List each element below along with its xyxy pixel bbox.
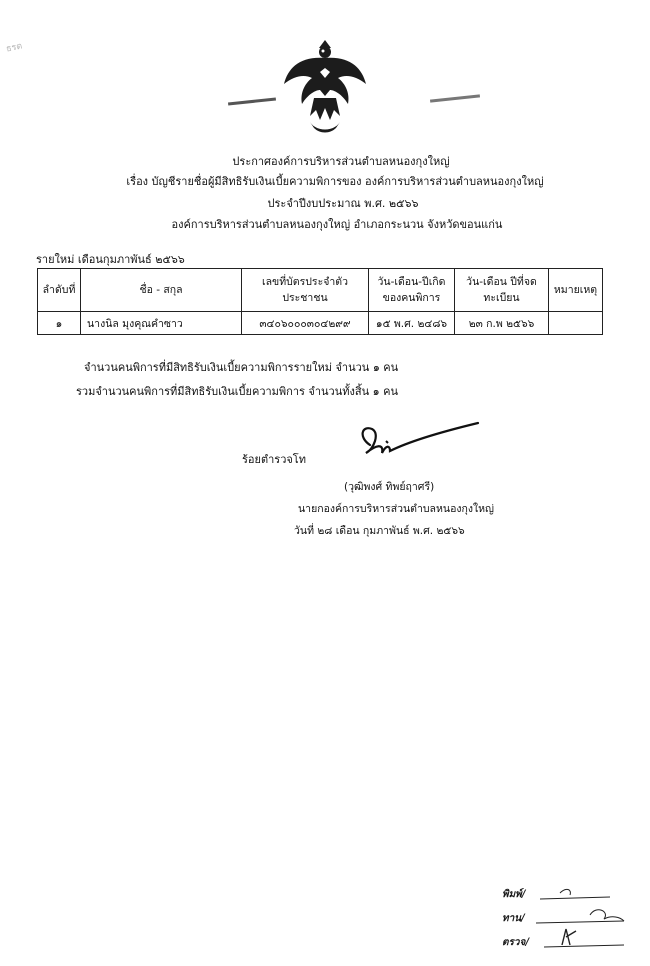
stamp-checked-label: ทาน/ [502,913,525,924]
col-header-birth-date: วัน-เดือน-ปีเกิดของคนพิการ [369,269,455,312]
signing-date: วันที่ ๒๘ เดือน กุมภาพันธ์ พ.ศ. ๒๕๖๖ [294,525,465,537]
announcement-title: ประกาศองค์การบริหารส่วนตำบลหนองกุงใหญ่ [232,155,450,168]
review-stamp [500,885,640,965]
cell-name: นางนิล มุงคุณคำซาว [81,312,242,335]
garuda-emblem-icon [280,38,370,138]
beneficiary-table [37,268,603,335]
stamp-typed-label: พิมพ์/ [502,889,526,900]
col-header-name: ชื่อ - สกุล [81,269,242,312]
table-header-row [38,269,603,312]
organization-address: องค์การบริหารส่วนตำบลหนองกุงใหญ่ อำเภอกระนวน จังหวัดขอนแก่น [171,218,503,231]
col-header-number: ลำดับที่ [38,269,81,312]
cell-birth-date: ๑๕ พ.ศ. ๒๔๘๖ [369,312,455,335]
table-row [38,312,603,335]
stamp-verified-label: ตรวจ/ [502,937,529,948]
corner-mark: ธรต [5,41,24,55]
cell-registration-date: ๒๓ ก.พ ๒๕๖๖ [455,312,549,335]
summary-new-count: จำนวนคนพิการที่มีสิทธิรับเงินเบี้ยความพิการรายใหม่ จำนวน ๑ คน [84,361,399,374]
cell-remarks [549,312,603,335]
stamp-initials-icon [500,885,640,965]
section-label: รายใหม่ เดือนกุมภาพันธ์ ๒๕๖๖ [36,253,185,266]
col-header-remarks: หมายเหตุ [549,269,603,312]
summary-total-count: รวมจำนวนคนพิการที่มีสิทธิรับเงินเบี้ยความพิการ จำนวนทั้งสิ้น ๑ คน [76,385,398,398]
decor-line-left [228,97,276,105]
cell-number: ๑ [38,312,81,335]
col-header-registration-date: วัน-เดือน ปีที่จดทะเบียน [455,269,549,312]
signature-image [350,415,480,475]
decor-line-right [430,94,480,102]
announcement-subject: เรื่อง บัญชีรายชื่อผู้มีสิทธิรับเงินเบี้ยความพิการของ องค์การบริหารส่วนตำบลหนองกุงใหญ่ [126,175,544,188]
certifier-rank: ร้อยตำรวจโท [242,453,306,466]
cell-id-card: ๓๔๐๖๐๐๐๓๐๔๒๙๙ [242,312,369,335]
fiscal-year: ประจำปีงบประมาณ พ.ศ. ๒๕๖๖ [267,197,419,210]
signatory-name: (วุฒิพงศ์ ทิพย์ฤาศรี) [344,481,435,493]
signatory-position: นายกองค์การบริหารส่วนตำบลหนองกุงใหญ่ [298,503,495,515]
col-header-id-card: เลขที่บัตรประจำตัวประชาชน [242,269,369,312]
